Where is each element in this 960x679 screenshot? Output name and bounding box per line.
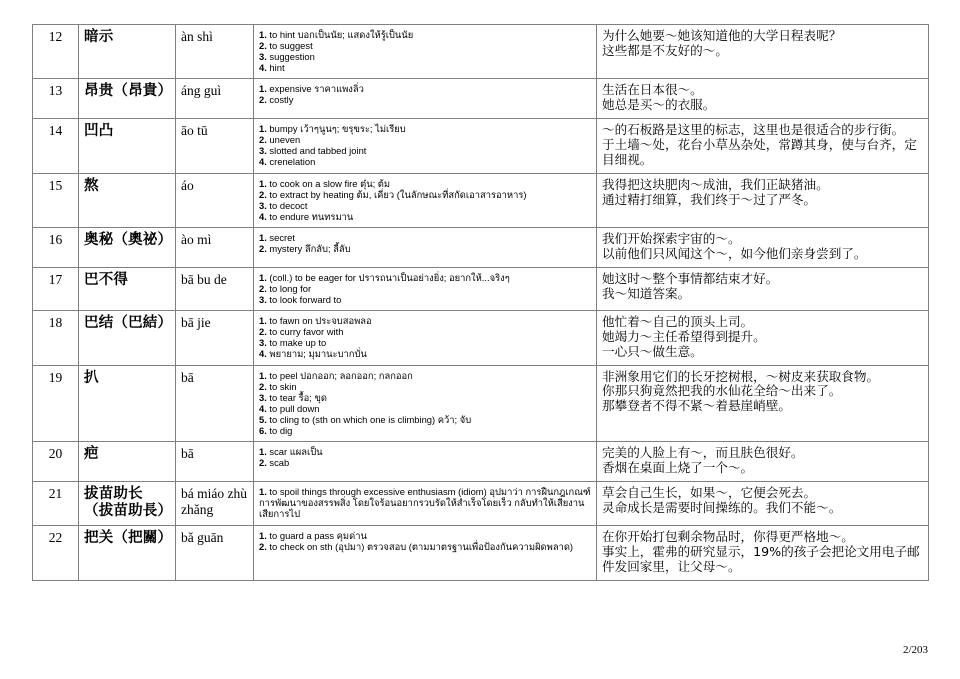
example-sentence: 她竭力～主任希望得到提升。 [602, 328, 766, 344]
table-row [33, 526, 929, 581]
entry-examples [597, 25, 929, 79]
definition-index: 2. [259, 243, 267, 255]
definition-index: 1. [259, 530, 267, 542]
table-row [33, 311, 929, 366]
definition-index: 1. [259, 177, 267, 189]
definition-line: 1. secret [259, 232, 295, 244]
entry-examples [597, 119, 929, 174]
example-sentence: 在你开始打包剩余物品时，你得更严格地～。 [602, 529, 854, 545]
definition-line: 2. scab [259, 457, 290, 469]
definition-line: 2. to check on sth (อุปมา) ตรวจสอบ (ตามมาตรฐานเพื่อป้องกันความผิดพลาด) [259, 541, 574, 553]
entry-headword: 暗示 [79, 25, 176, 79]
definition-line: 2. to extract by heating ต้ม, เคี่ยว (ในลักษณะที่สกัดเอาสารอาหาร) [259, 188, 527, 200]
example-sentence: ～的石板路是这里的标志，这里也是很适合的步行街。 [602, 122, 905, 138]
dictionary-table [32, 24, 929, 581]
definition-index: 2. [259, 457, 267, 469]
definition-line: 3. slotted and tabbed joint [259, 145, 367, 157]
entry-number: 17 [33, 267, 79, 310]
definition-index: 5. [259, 414, 267, 425]
entry-examples [597, 481, 929, 525]
definition-line: 4. พยายาม; มุมานะบากบั่น [259, 348, 367, 360]
definition-index: 2. [259, 282, 267, 294]
entry-pinyin: bā bu de [176, 267, 254, 310]
entry-headword: 熬 [79, 173, 176, 227]
entry-number: 21 [33, 481, 79, 525]
entry-number: 13 [33, 79, 79, 119]
example-sentence: 草会自己生长，如果～，它便会死去。 [602, 484, 817, 500]
example-sentence: 一心只～做生意。 [602, 343, 703, 359]
example-sentence: 生活在日本很～。 [602, 82, 703, 98]
definition-index: 4. [259, 402, 267, 414]
example-sentence: 你那只狗竟然把我的水仙花全给～出来了。 [602, 383, 842, 399]
entry-headword: 凹凸 [79, 119, 176, 174]
definition-index: 2. [259, 326, 267, 338]
example-sentence: 完美的人脸上有～，而且肤色很好。 [602, 445, 804, 461]
entry-pinyin: bā jie [176, 311, 254, 366]
example-sentence: 他忙着～自己的顶头上司。 [602, 314, 754, 330]
definition-line: 3. to make up to [259, 337, 327, 349]
definition-index: 2. [259, 380, 267, 392]
definition-index: 2. [259, 541, 267, 553]
entry-pinyin: bā [176, 365, 254, 442]
entry-number: 20 [33, 442, 79, 482]
definition-line: 1. to hint บอกเป็นนัย; แสดงให้รู้เป็นนัย [259, 29, 414, 40]
definition-index: 3. [259, 293, 267, 305]
table-row [33, 442, 929, 482]
entry-headword: 拔苗助长（拔苗助長） [79, 481, 176, 525]
entry-pinyin: áng guì [176, 79, 254, 119]
example-sentence: 以前他们只风闻这个～，如今他们亲身尝到了。 [602, 245, 867, 261]
example-sentence: 我得把这块肥肉～成油，我们正缺猪油。 [602, 176, 829, 192]
definition-index: 6. [259, 425, 267, 437]
definition-line: 4. crenelation [259, 156, 316, 168]
entry-number: 19 [33, 365, 79, 442]
table-row [33, 25, 929, 79]
definition-line: 1. to spoil things through excessive enthusiasm (idiom) อุปมาว่า การฝืนกฎเกณฑ์การพัฒนาของสรรพสิ่ง โดยใจร้อนอยากรวบรัดให้สำเร็จโดยเร็ว กลับทำให้เสียงานเสียการไป [259, 485, 591, 520]
entry-examples [597, 79, 929, 119]
example-sentence: 为什么她要～她该知道他的大学日程表呢？ [602, 28, 842, 43]
entry-headword: 巴不得 [79, 267, 176, 310]
entry-examples [597, 365, 929, 442]
example-sentence: 非洲象用它们的长牙挖树根，～树皮来获取食物。 [602, 368, 880, 384]
entry-definitions [254, 481, 597, 525]
entry-number: 12 [33, 25, 79, 79]
definition-line: 4. hint [259, 62, 285, 74]
table-row [33, 267, 929, 310]
definition-line: 1. to fawn on ประจบสอพลอ [259, 315, 372, 327]
example-sentence: 她这时～整个事情都结束才好。 [602, 270, 779, 286]
definition-line: 2. to curry favor with [259, 326, 344, 338]
definition-index: 2. [259, 40, 267, 52]
example-sentence: 我们开始探索宇宙的～。 [602, 231, 741, 247]
definition-line: 3. to tear รื้อ; ขุด [259, 391, 327, 403]
table-row [33, 119, 929, 174]
example-sentence: 于土墙～处，花台小草丛杂处，常蹲其身，使与台齐，定目细视。 [602, 136, 917, 167]
entry-number: 16 [33, 228, 79, 268]
entry-definitions [254, 267, 597, 310]
entry-definitions [254, 526, 597, 581]
definition-index: 4. [259, 210, 267, 222]
entry-examples [597, 228, 929, 268]
definition-line: 3. suggestion [259, 51, 315, 63]
example-sentence: 灵命成长是需要时间操练的。我们不能～。 [602, 499, 842, 515]
definition-index: 1. [259, 485, 267, 497]
example-sentence: 这些都是不友好的～。 [602, 42, 728, 58]
example-sentence: 通过精打细算，我们终于～过了严冬。 [602, 191, 817, 207]
entry-examples [597, 526, 929, 581]
definition-index: 1. [259, 232, 267, 244]
entry-number: 18 [33, 311, 79, 366]
entry-headword: 把关（把關） [79, 526, 176, 581]
entry-examples [597, 173, 929, 227]
entry-pinyin: ào mì [176, 228, 254, 268]
example-sentence: 那攀登者不得不紧～着悬崖峭壁。 [602, 398, 791, 414]
entry-headword: 疤 [79, 442, 176, 482]
entry-pinyin: bá miáo zhù zhǎng [176, 481, 254, 525]
entry-pinyin: āo tū [176, 119, 254, 174]
definition-line: 1. to peel ปอกออก; ลอกออก; กลกออก [259, 369, 413, 381]
entry-headword: 扒 [79, 365, 176, 442]
entry-number: 14 [33, 119, 79, 174]
table-row [33, 365, 929, 442]
entry-pinyin: áo [176, 173, 254, 227]
definition-line: 1. to cook on a slow fire ตุ๋น; ต้ม [259, 177, 391, 189]
definition-line: 1. to guard a pass คุมด่าน [259, 530, 367, 542]
table-row [33, 481, 929, 525]
example-sentence: 事实上，霍弗的研究显示，19%的孩子会把论文用电子邮件发回家里，让父母～。 [602, 543, 920, 574]
definition-index: 3. [259, 51, 267, 63]
definition-line: 6. to dig [259, 425, 293, 437]
table-row [33, 173, 929, 227]
definition-index: 3. [259, 199, 267, 211]
entry-definitions [254, 173, 597, 227]
definition-line: 2. costly [259, 94, 294, 106]
entry-examples [597, 442, 929, 482]
definition-index: 1. [259, 271, 267, 283]
entry-definitions [254, 365, 597, 442]
definition-index: 4. [259, 348, 267, 360]
definition-index: 3. [259, 145, 267, 157]
entry-definitions [254, 442, 597, 482]
definition-index: 4. [259, 62, 267, 74]
definition-index: 1. [259, 29, 267, 40]
entry-definitions [254, 228, 597, 268]
entry-headword: 巴结（巴結） [79, 311, 176, 366]
entry-pinyin: àn shì [176, 25, 254, 79]
entry-definitions [254, 311, 597, 366]
entry-headword: 奥秘（奧祕） [79, 228, 176, 268]
definition-line: 3. to decoct [259, 199, 308, 211]
definition-line: 5. to cling to (sth on which one is climbing) คว้า; จับ [259, 414, 472, 425]
definition-index: 2. [259, 134, 267, 146]
entry-examples [597, 311, 929, 366]
definition-index: 2. [259, 188, 267, 200]
example-sentence: 她总是买～的衣服。 [602, 97, 716, 113]
entry-pinyin: bǎ guān [176, 526, 254, 581]
definition-line: 3. to look forward to [259, 293, 342, 305]
entry-number: 15 [33, 173, 79, 227]
table-row [33, 79, 929, 119]
entry-definitions [254, 119, 597, 174]
definition-line: 1. bumpy เว้าๆนูนๆ; ขรุขระ; ไม่เรียบ [259, 123, 406, 135]
entry-number: 22 [33, 526, 79, 581]
definition-index: 1. [259, 369, 267, 381]
definition-line: 2. mystery ลึกลับ; ลี้ลับ [259, 243, 351, 255]
definition-index: 1. [259, 315, 267, 327]
table-row [33, 228, 929, 268]
definition-line: 2. to long for [259, 282, 312, 294]
definition-line: 2. uneven [259, 134, 301, 146]
definition-index: 2. [259, 94, 267, 106]
page-number: 2/203 [902, 644, 928, 656]
dictionary-table-body [33, 25, 929, 581]
definition-index: 1. [259, 446, 267, 458]
entry-definitions [254, 79, 597, 119]
example-sentence: 我～知道答案。 [602, 285, 691, 301]
definition-index: 1. [259, 123, 267, 135]
definition-line: 2. to skin [259, 380, 297, 392]
entry-examples [597, 267, 929, 310]
definition-line: 4. to endure ทนทรมาน [259, 210, 354, 222]
definition-index: 3. [259, 337, 267, 349]
entry-headword: 昂贵（昂貴） [79, 79, 176, 119]
definition-index: 3. [259, 391, 267, 403]
definition-line: 1. scar แผลเป็น [259, 446, 323, 458]
definition-line: 2. to suggest [259, 40, 313, 52]
definition-line: 1. (coll.) to be eager for ปรารถนาเป็นอย่างยิ่ง; อยากให้...จริงๆ [259, 271, 510, 283]
definition-line: 4. to pull down [259, 402, 320, 414]
entry-pinyin: bā [176, 442, 254, 482]
definition-index: 4. [259, 156, 267, 168]
definition-index: 1. [259, 83, 267, 95]
definition-line: 1. expensive ราคาแพงลิ่ว [259, 83, 364, 95]
example-sentence: 香烟在桌面上烧了一个～。 [602, 460, 754, 476]
entry-definitions [254, 25, 597, 79]
